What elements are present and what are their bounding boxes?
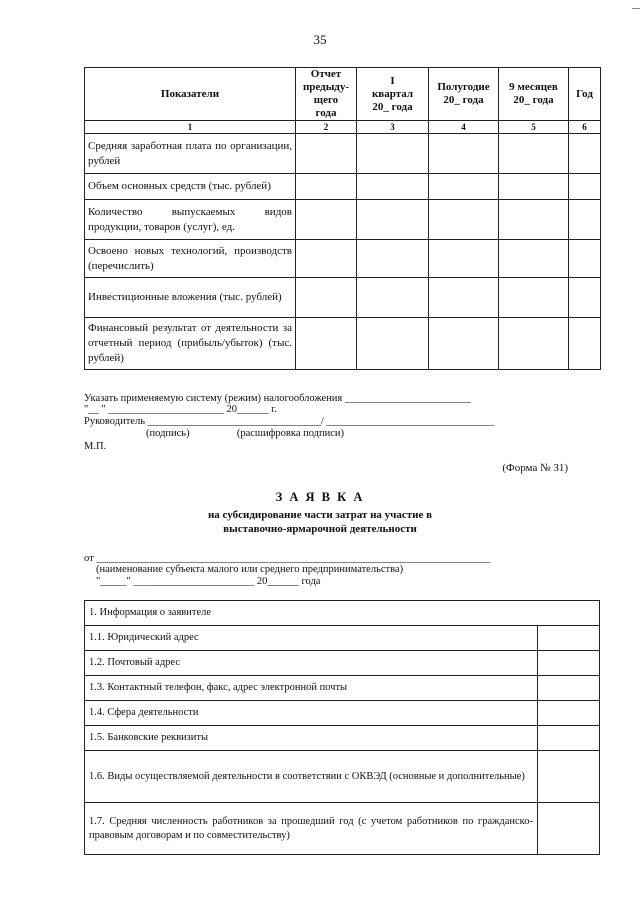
section-title: 1. Информация о заявителе — [85, 601, 600, 626]
activity-sphere-label: 1.4. Сфера деятельности — [85, 701, 538, 726]
row-label-product-count: Количество выпускаемых видов продукции, товаров (услуг), ед. — [85, 200, 296, 240]
col-num-5: 5 — [499, 121, 569, 134]
okved-value[interactable] — [538, 751, 600, 803]
input-cell[interactable] — [429, 318, 499, 370]
bank-details-label: 1.5. Банковские реквизиты — [85, 726, 538, 751]
table-row — [85, 174, 601, 200]
header-indicators: Показатели — [85, 68, 296, 121]
input-cell[interactable] — [296, 134, 357, 174]
row-label-investments: Инвестиционные вложения (тыс. рублей) — [85, 278, 296, 318]
header-year: Год — [569, 68, 601, 121]
col-num-4: 4 — [429, 121, 499, 134]
postal-address-value[interactable] — [538, 651, 600, 676]
from-caption: (наименование субъекта малого или среднего предпринимательства) — [96, 564, 404, 575]
tax-system-line[interactable]: Указать применяемую систему (режим) налогообложения ________________________ — [84, 393, 471, 404]
input-cell[interactable] — [569, 240, 601, 278]
input-cell[interactable] — [569, 278, 601, 318]
contacts-value[interactable] — [538, 676, 600, 701]
table-row — [85, 318, 601, 370]
row-label-new-technologies: Освоено новых технологий, производств (перечислить) — [85, 240, 296, 278]
from-line[interactable]: от ___________________________________________________________________________ — [84, 553, 491, 564]
input-cell[interactable] — [429, 240, 499, 278]
input-cell[interactable] — [569, 200, 601, 240]
header-q1: I квартал 20_ года — [357, 68, 429, 121]
applicant-info-table — [84, 600, 600, 855]
col-num-6: 6 — [569, 121, 601, 134]
application-subtitle — [0, 508, 640, 536]
col-num-1: 1 — [85, 121, 296, 134]
subtitle-line-1: на субсидирование части затрат на участие в — [207, 509, 433, 521]
input-cell[interactable] — [569, 318, 601, 370]
input-cell[interactable] — [499, 318, 569, 370]
table-row — [85, 200, 601, 240]
input-cell[interactable] — [499, 174, 569, 200]
okved-label: 1.6. Виды осуществляемой деятельности в соответствии с ОКВЭД (основные и дополнительные) — [85, 751, 538, 803]
input-cell[interactable] — [357, 134, 429, 174]
headcount-label: 1.7. Средняя численность работников за прошедший год (с учетом работников по гражданско-правовым договорам и по совместительству) — [85, 803, 538, 855]
input-cell[interactable] — [357, 200, 429, 240]
input-cell[interactable] — [499, 240, 569, 278]
input-cell[interactable] — [296, 278, 357, 318]
input-cell[interactable] — [296, 174, 357, 200]
table-header-row — [85, 68, 601, 121]
input-cell[interactable] — [429, 174, 499, 200]
col-num-2: 2 — [296, 121, 357, 134]
table-row — [85, 803, 600, 855]
input-cell[interactable] — [569, 174, 601, 200]
input-cell[interactable] — [357, 174, 429, 200]
table-row — [85, 726, 600, 751]
head-signature-line[interactable]: Руководитель _________________________________/ ________________________________ — [84, 416, 495, 427]
table-row — [85, 701, 600, 726]
input-cell[interactable] — [357, 278, 429, 318]
bank-details-value[interactable] — [538, 726, 600, 751]
input-cell[interactable] — [296, 318, 357, 370]
page-number: 35 — [313, 32, 327, 47]
contacts-label: 1.3. Контактный телефон, факс, адрес электронной почты — [85, 676, 538, 701]
stamp-label: М.П. — [84, 441, 107, 452]
date-line[interactable]: "__ " ______________________ 20______ г. — [84, 404, 277, 415]
application-title: З А Я В К А — [275, 490, 365, 504]
header-9-months: 9 месяцев 20_ года — [499, 68, 569, 121]
table-row — [85, 751, 600, 803]
indicators-table — [84, 67, 601, 370]
header-prev-year: Отчет предыду-щего года — [296, 68, 357, 121]
table-row — [85, 601, 600, 626]
row-label-salary: Средняя заработная плата по организации, рублей — [85, 134, 296, 174]
row-label-fixed-assets: Объем основных средств (тыс. рублей) — [85, 174, 296, 200]
subtitle-line-2: выставочно-ярмарочной деятельности — [223, 523, 417, 535]
postal-address-label: 1.2. Почтовый адрес — [85, 651, 538, 676]
table-row — [85, 134, 601, 174]
table-row — [85, 676, 600, 701]
row-label-financial-result: Финансовый результат от деятельности за отчетный период (прибыль/убыток) (тыс. рублей) — [85, 318, 296, 370]
input-cell[interactable] — [357, 318, 429, 370]
column-number-row — [85, 121, 601, 134]
table-row — [85, 626, 600, 651]
input-cell[interactable] — [499, 134, 569, 174]
table-row — [85, 240, 601, 278]
signature-captions: (подпись) (расшифровка подписи) — [146, 428, 345, 439]
input-cell[interactable] — [569, 134, 601, 174]
input-cell[interactable] — [429, 200, 499, 240]
table-row — [85, 651, 600, 676]
legal-address-label: 1.1. Юридический адрес — [85, 626, 538, 651]
input-cell[interactable] — [429, 134, 499, 174]
activity-sphere-value[interactable] — [538, 701, 600, 726]
edge-mark — [632, 8, 640, 9]
input-cell[interactable] — [357, 240, 429, 278]
input-cell[interactable] — [429, 278, 499, 318]
header-half-year: Полугодие 20_ года — [429, 68, 499, 121]
legal-address-value[interactable] — [538, 626, 600, 651]
input-cell[interactable] — [499, 200, 569, 240]
table-row — [85, 278, 601, 318]
headcount-value[interactable] — [538, 803, 600, 855]
input-cell[interactable] — [499, 278, 569, 318]
application-date-line[interactable]: "_____" _______________________ 20______ года — [96, 576, 321, 587]
input-cell[interactable] — [296, 200, 357, 240]
input-cell[interactable] — [296, 240, 357, 278]
form-label: (Форма № 31) — [502, 462, 568, 474]
col-num-3: 3 — [357, 121, 429, 134]
